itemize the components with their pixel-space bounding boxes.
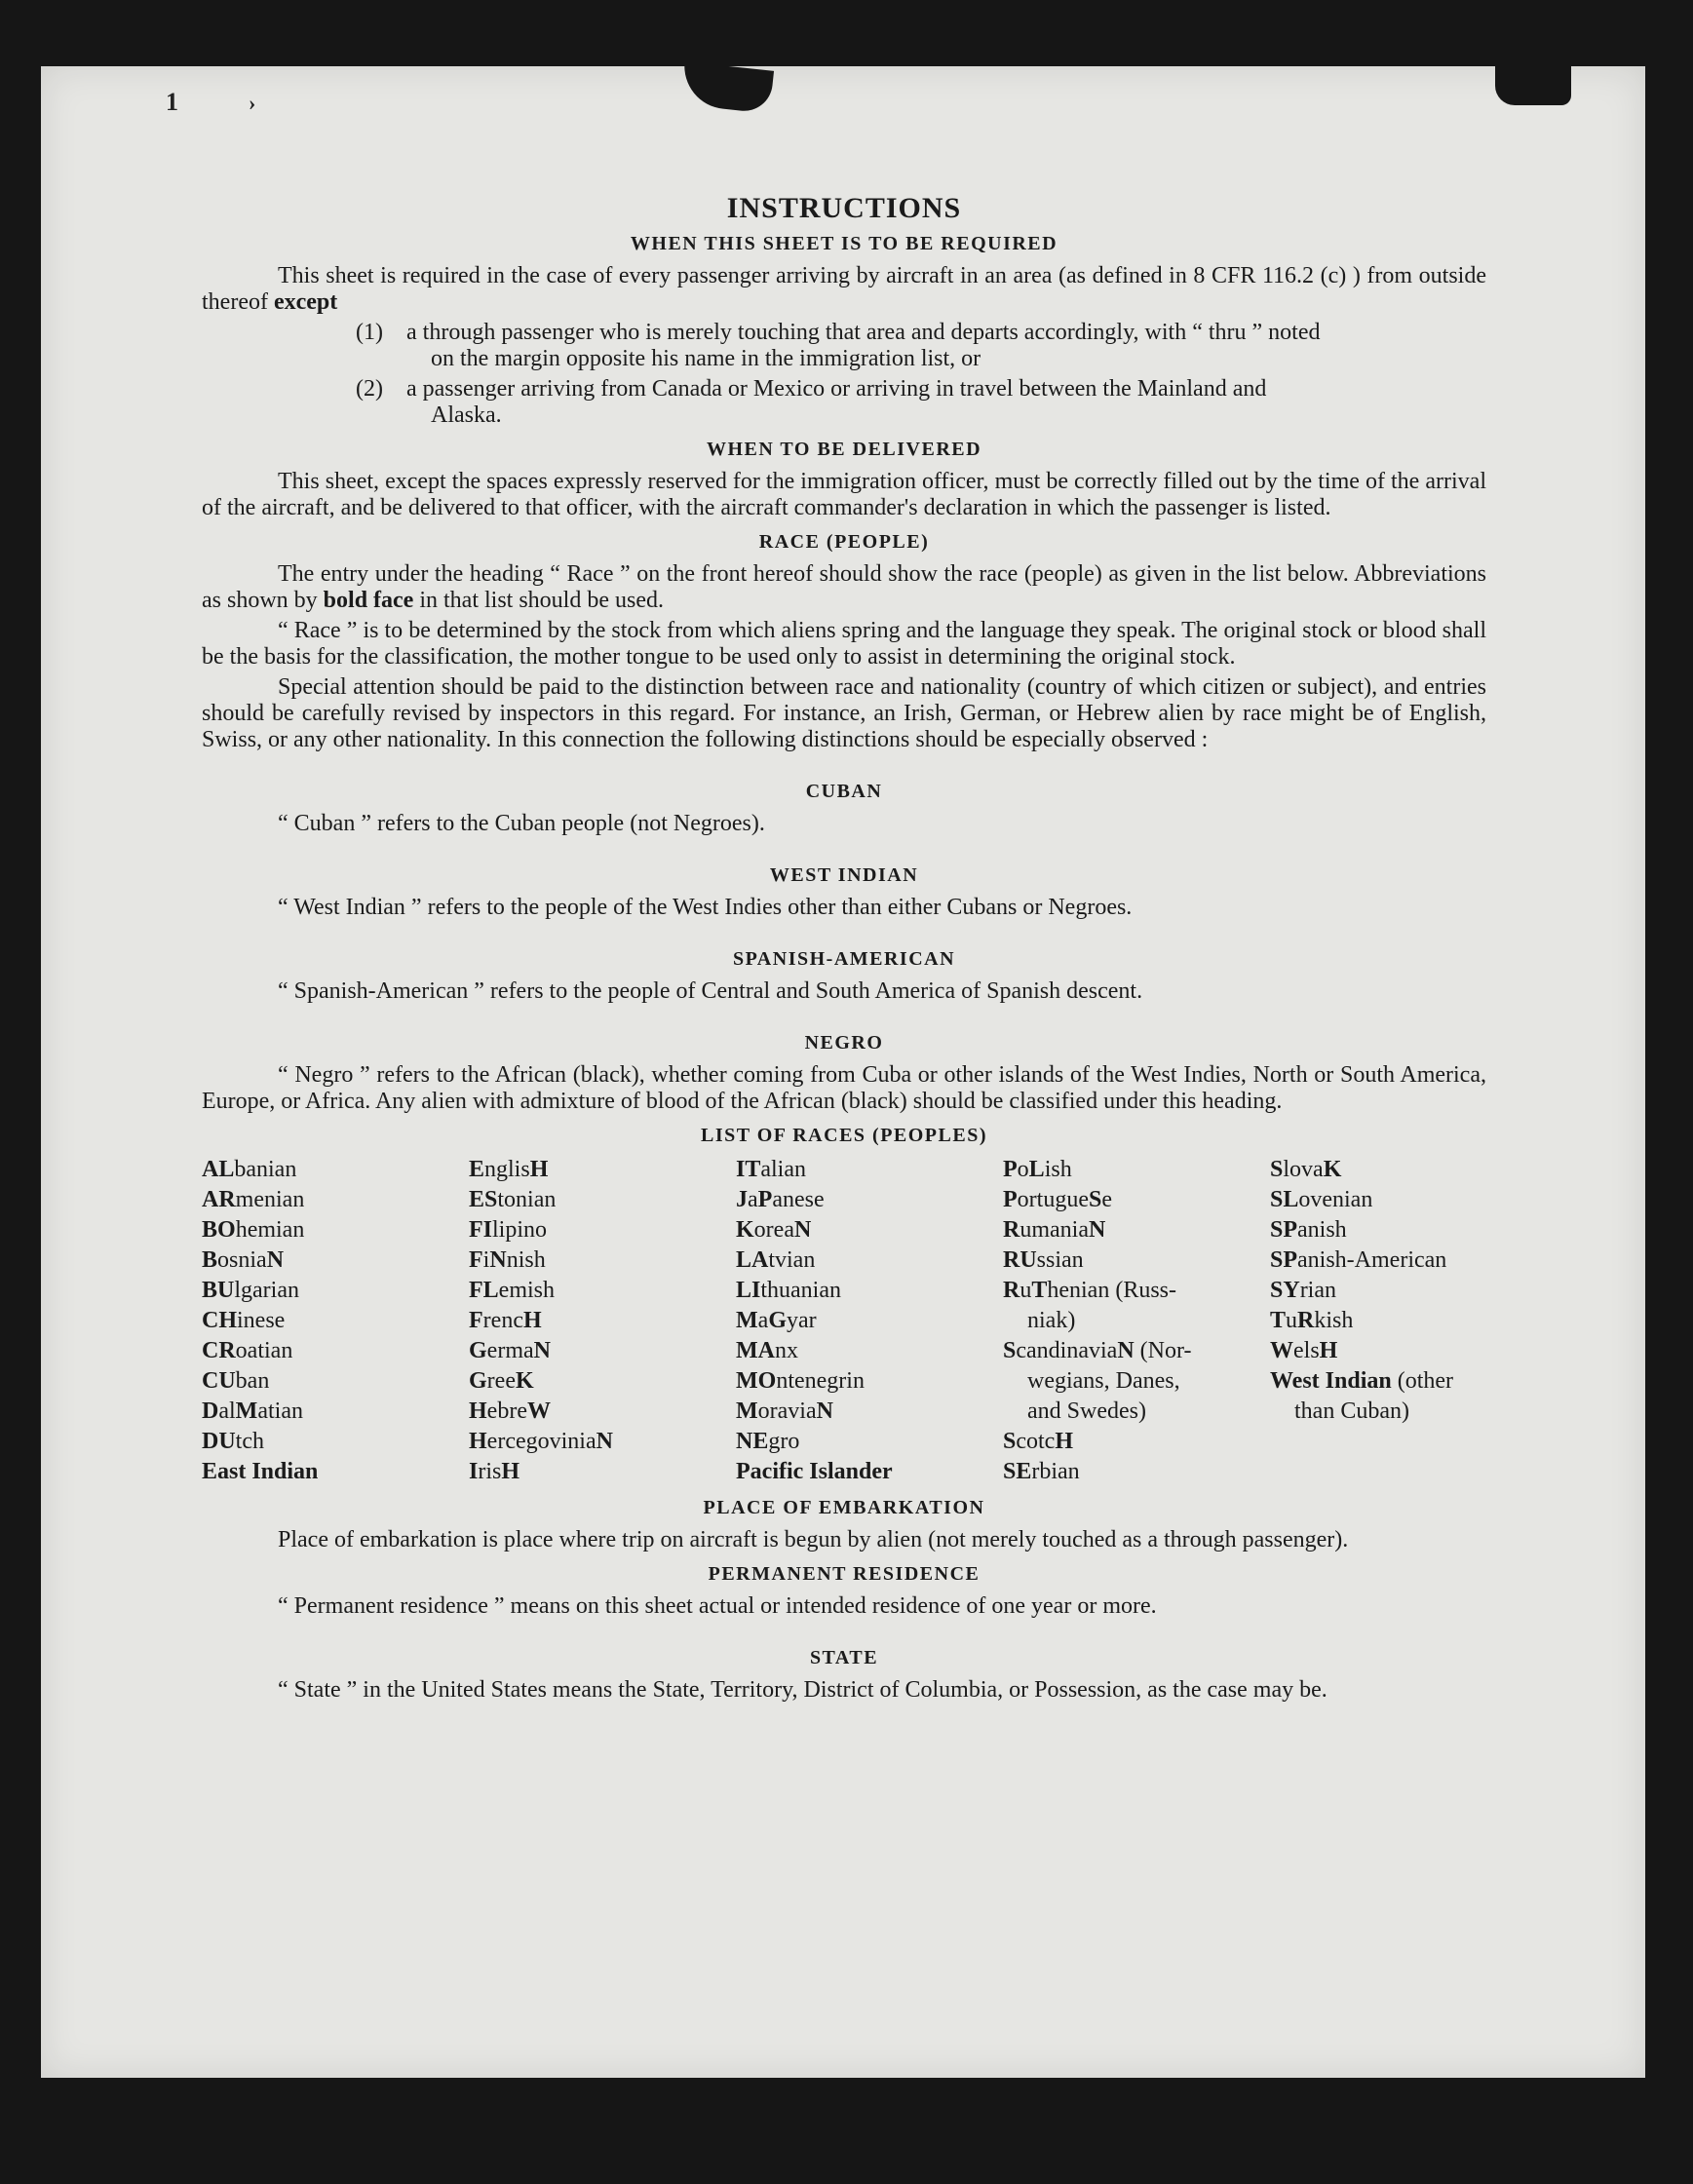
race-entry: LAtvian xyxy=(736,1247,816,1273)
race-entry: East Indian xyxy=(202,1459,319,1484)
race-paragraph: Special attention should be paid to the distinction between race and nationality (country of which citizen or subject), and entries should be carefully revised by inspectors in this regard. For instance, an Irish, German, or Hebrew alien by race might be of English, Swiss, or any other nationality. In this connection the following distinctions should be especially observed : xyxy=(202,674,1486,752)
race-entry: CHinese xyxy=(202,1308,286,1333)
race-entry: JaPanese xyxy=(736,1187,825,1212)
race-entry: RumaniaN xyxy=(1003,1217,1106,1243)
when-delivered-text: This sheet, except the spaces expressly reserved for the immigration officer, must be correctly filled out by the time of the arrival of the aircraft, and be delivered to that officer, with the aircraft commander's declaration in which the passenger is listed. xyxy=(202,469,1486,520)
embarkation-text: Place of embarkation is place where trip on aircraft is begun by alien (not merely touched as a through passenger). xyxy=(278,1527,1349,1552)
race-entry: LIthuanian xyxy=(736,1278,841,1303)
section-heading-when-delivered: WHEN TO BE DELIVERED xyxy=(706,439,982,460)
race-entry: SPanish-American xyxy=(1270,1247,1447,1273)
race-entry: SlovaK xyxy=(1270,1157,1342,1182)
race-entry: NEgro xyxy=(736,1429,800,1454)
race-entry: niak) xyxy=(1027,1308,1076,1333)
section-heading-list-of-races: LIST OF RACES (PEOPLES) xyxy=(700,1125,987,1146)
cuban-text: “ Cuban ” refers to the Cuban people (not Negroes). xyxy=(278,811,765,836)
race-column xyxy=(1003,1155,1270,1487)
race-entry: CRoatian xyxy=(202,1338,293,1363)
race-entry: ScandinaviaN (Nor- xyxy=(1003,1338,1192,1363)
race-entry: DUtch xyxy=(202,1429,264,1454)
margin-mark: 1 xyxy=(166,88,178,116)
section-heading-when-required: WHEN THIS SHEET IS TO BE REQUIRED xyxy=(630,233,1058,254)
race-entry: SPanish xyxy=(1270,1217,1347,1243)
race-entry: HercegoviniaN xyxy=(469,1429,613,1454)
race-entry: MoraviaN xyxy=(736,1399,833,1424)
race-list xyxy=(202,1155,1486,1487)
race-entry: MAnx xyxy=(736,1338,798,1363)
race-entry: RuThenian (Russ- xyxy=(1003,1278,1177,1303)
race-entry: ScotcH xyxy=(1003,1429,1074,1454)
race-entry: MaGyar xyxy=(736,1308,817,1333)
race-entry: BOhemian xyxy=(202,1217,305,1243)
section-heading-race: RACE (PEOPLE) xyxy=(758,531,930,553)
race-entry: FrencH xyxy=(469,1308,542,1333)
race-entry: EStonian xyxy=(469,1187,557,1212)
section-heading-negro: NEGRO xyxy=(804,1032,884,1054)
race-entry: CUban xyxy=(202,1368,270,1394)
race-entry: HebreW xyxy=(469,1399,551,1424)
residence-text: “ Permanent residence ” means on this sheet actual or intended residence of one year or more. xyxy=(278,1593,1157,1619)
race-entry: wegians, Danes, xyxy=(1027,1368,1180,1394)
race-entry: FIlipino xyxy=(469,1217,548,1243)
race-entry: WelsH xyxy=(1270,1338,1338,1363)
race-paragraph: The entry under the heading “ Race ” on the front hereof should show the race (people) as given in the list below. Abbreviations as shown by bold face in that list should be used. xyxy=(202,561,1486,613)
section-heading-state: STATE xyxy=(809,1647,879,1668)
race-entry: and Swedes) xyxy=(1027,1399,1146,1424)
race-entry: than Cuban) xyxy=(1294,1399,1409,1424)
race-entry: DalMatian xyxy=(202,1399,303,1424)
west-indian-text: “ West Indian ” refers to the people of the West Indies other than either Cubans or Negroes. xyxy=(278,895,1133,920)
race-entry: West Indian (other xyxy=(1270,1368,1454,1394)
negro-text: “ Negro ” refers to the African (black), whether coming from Cuba or other islands of the West Indies, North or South America, Europe, or Africa. Any alien with admixture of blood of the African (black) should be classified under this heading. xyxy=(202,1062,1486,1114)
section-heading-embarkation: PLACE OF EMBARKATION xyxy=(703,1497,985,1518)
section-heading-spanish-american: SPANISH-AMERICAN xyxy=(732,948,956,970)
race-paragraph: “ Race ” is to be determined by the stock from which aliens spring and the language they speak. The original stock or blood shall be the basis for the classification, the mother tongue to be used only to assist in determining the original stock. xyxy=(202,618,1486,670)
race-entry: Pacific Islander xyxy=(736,1459,893,1484)
race-entry: SYrian xyxy=(1270,1278,1336,1303)
instructions-content xyxy=(202,192,1486,1707)
page-tear xyxy=(1495,66,1571,105)
race-entry: GermaN xyxy=(469,1338,551,1363)
race-entry: ITalian xyxy=(736,1157,806,1182)
when-required-intro: This sheet is required in the case of every passenger arriving by aircraft in an area (as defined in 8 CFR 116.2 (c) ) from outside thereof except xyxy=(202,263,1486,315)
spanish-american-text: “ Spanish-American ” refers to the people of Central and South America of Spanish descent. xyxy=(278,978,1143,1004)
race-entry: BosniaN xyxy=(202,1247,285,1273)
section-heading-west-indian: WEST INDIAN xyxy=(769,864,919,886)
section-heading-cuban: CUBAN xyxy=(805,781,883,802)
race-column xyxy=(1270,1155,1486,1487)
race-entry: BUlgarian xyxy=(202,1278,299,1303)
state-text: “ State ” in the United States means the State, Territory, District of Columbia, or Possession, as the case may be. xyxy=(278,1677,1327,1703)
race-entry: GreeK xyxy=(469,1368,534,1394)
race-entry: TuRkish xyxy=(1270,1308,1354,1333)
race-column xyxy=(469,1155,736,1487)
race-entry: IrisH xyxy=(469,1459,520,1484)
race-entry: SErbian xyxy=(1003,1459,1080,1484)
page-title: INSTRUCTIONS xyxy=(726,192,962,224)
race-entry: SLovenian xyxy=(1270,1187,1373,1212)
race-entry: FLemish xyxy=(469,1278,555,1303)
race-entry: MOntenegrin xyxy=(736,1368,865,1394)
race-entry: EnglisH xyxy=(469,1157,549,1182)
race-entry: ARmenian xyxy=(202,1187,305,1212)
race-column xyxy=(202,1155,469,1487)
race-entry: PortugueSe xyxy=(1003,1187,1112,1212)
race-entry: RUssian xyxy=(1003,1247,1084,1273)
exception-item: (1) a through passenger who is merely touching that area and departs accordingly, with “ thru ” noted on the margin opposite his name in the immigration list, or xyxy=(356,320,1321,371)
race-entry: FiNnish xyxy=(469,1247,546,1273)
exception-item: (2) a passenger arriving from Canada or Mexico or arriving in travel between the Mainland and Alaska. xyxy=(356,376,1267,428)
margin-mark: › xyxy=(249,91,256,115)
race-entry: ALbanian xyxy=(202,1157,297,1182)
race-entry: PoLish xyxy=(1003,1157,1072,1182)
race-entry: KoreaN xyxy=(736,1217,812,1243)
section-heading-residence: PERMANENT RESIDENCE xyxy=(708,1563,981,1585)
race-column xyxy=(736,1155,1003,1487)
